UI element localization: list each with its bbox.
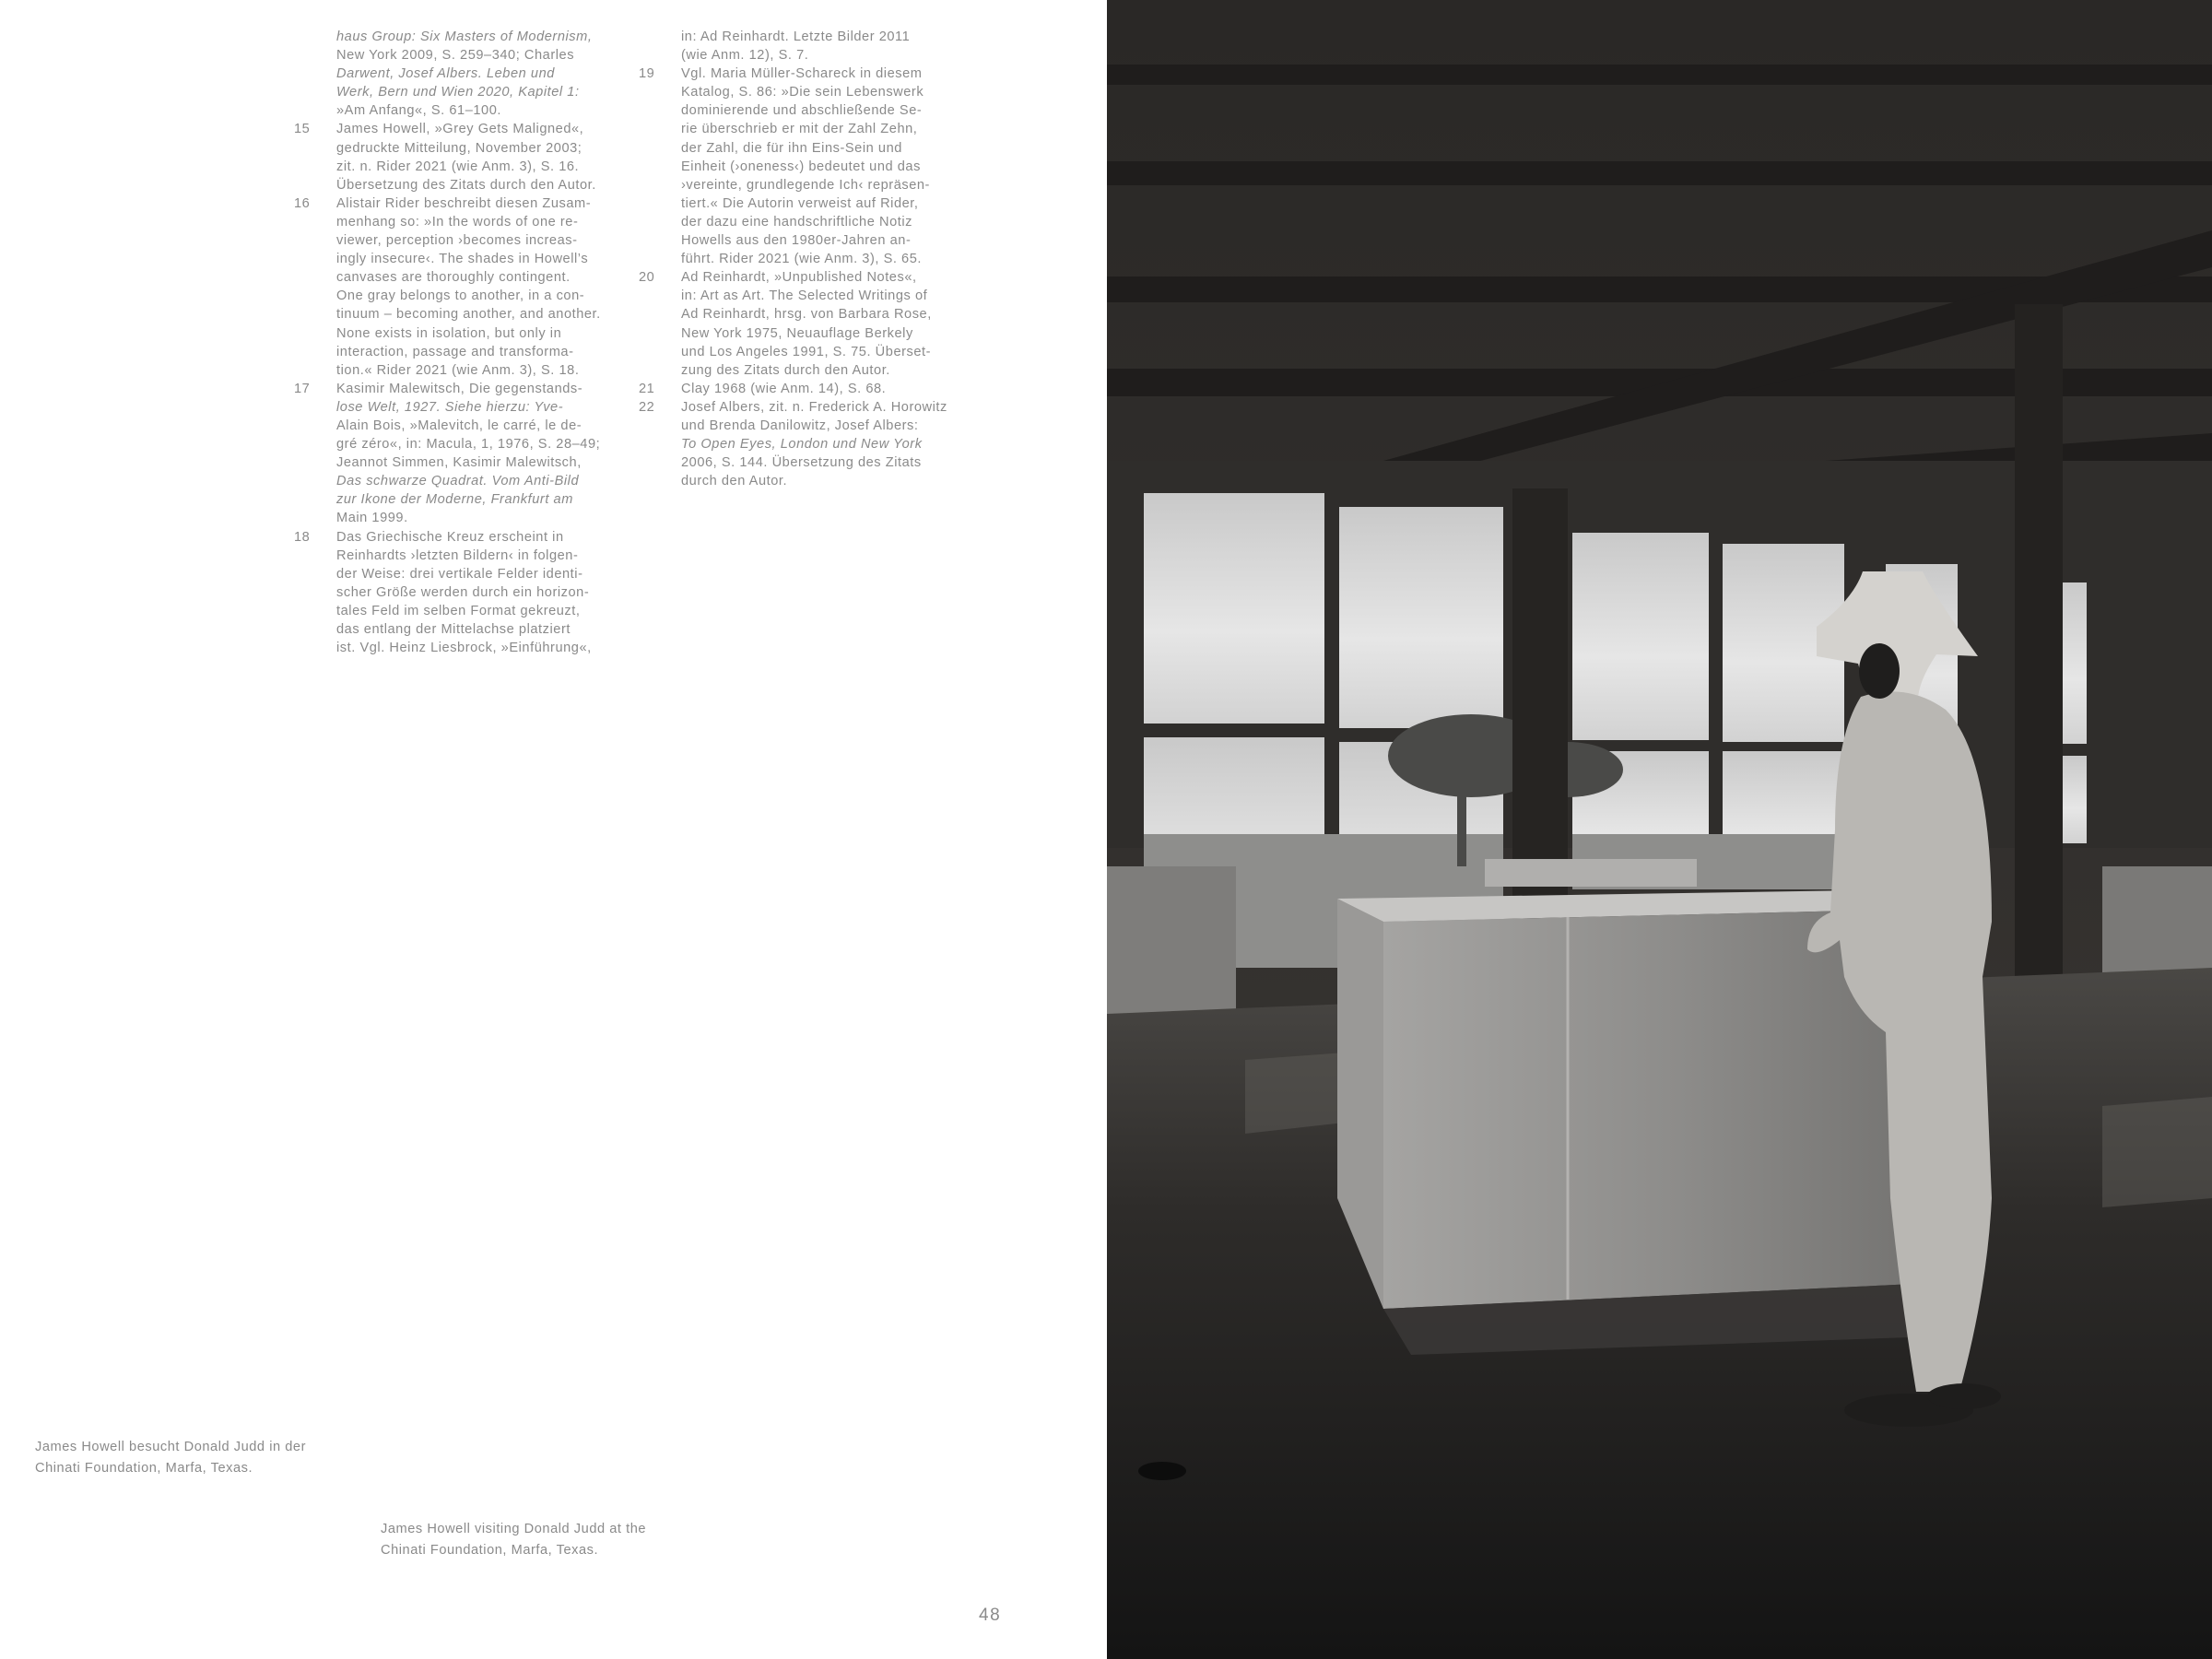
endnote-number: 15 bbox=[294, 122, 311, 137]
photo-caption-english bbox=[381, 1519, 694, 1561]
caption-line: James Howell besucht Donald Judd in der bbox=[35, 1440, 307, 1454]
endnote-line: das entlang der Mittelachse platziert bbox=[336, 622, 571, 637]
endnote-line: der Zahl, die für ihn Eins-Sein und bbox=[681, 140, 902, 156]
endnote-line: in: Art as Art. The Selected Writings of bbox=[681, 288, 928, 304]
endnote-line: James Howell, »Grey Gets Maligned«, bbox=[336, 122, 584, 137]
endnote-line: gré zéro«, in: Macula, 1, 1976, S. 28–49; bbox=[336, 437, 601, 453]
endnote-line: To Open Eyes, London und New York bbox=[681, 437, 923, 453]
endnote-line: gedruckte Mitteilung, November 2003; bbox=[336, 140, 582, 156]
endnote-text bbox=[681, 380, 1006, 398]
endnote-line: Clay 1968 (wie Anm. 14), S. 68. bbox=[681, 381, 887, 396]
photograph-howell-at-chinati bbox=[1107, 0, 2212, 1659]
endnote bbox=[294, 194, 661, 380]
endnote bbox=[639, 398, 1006, 490]
endnote-line: und Los Angeles 1991, S. 75. Überset- bbox=[681, 344, 932, 359]
endnote-line: Main 1999. bbox=[336, 511, 408, 526]
endnote-text bbox=[681, 268, 1006, 380]
endnote-line: Reinhardts ›letzten Bildern‹ in folgen- bbox=[336, 547, 579, 563]
endnote-line: ›vereinte, grundlegende Ich‹ repräsen- bbox=[681, 177, 930, 193]
endnote-line: Jeannot Simmen, Kasimir Malewitsch, bbox=[336, 455, 582, 471]
endnote-line: der dazu eine handschriftliche Notiz bbox=[681, 214, 912, 229]
endnote-line: »Am Anfang«, S. 61–100. bbox=[336, 103, 501, 119]
page-number: 48 bbox=[979, 1606, 1002, 1625]
endnote-line: Josef Albers, zit. n. Frederick A. Horowitz bbox=[681, 399, 947, 415]
endnote bbox=[294, 528, 661, 658]
endnote-line: Übersetzung des Zitats durch den Autor. bbox=[336, 177, 596, 193]
endnote-number: 21 bbox=[639, 381, 655, 396]
endnote-number: 16 bbox=[294, 195, 311, 211]
endnote-text bbox=[681, 398, 1006, 490]
endnote-text bbox=[681, 65, 1006, 268]
endnote bbox=[639, 65, 1006, 268]
endnote-line: durch den Autor. bbox=[681, 474, 788, 489]
photo-caption-german bbox=[35, 1437, 348, 1479]
endnote-line: und Brenda Danilowitz, Josef Albers: bbox=[681, 418, 919, 433]
endnote-line: (wie Anm. 12), S. 7. bbox=[681, 48, 809, 64]
endnote-text bbox=[336, 120, 661, 194]
endnote-line: One gray belongs to another, in a con- bbox=[336, 288, 585, 304]
photo-scene bbox=[1107, 0, 2212, 1659]
endnote-line: ist. Vgl. Heinz Liesbrock, »Einführung«, bbox=[336, 641, 592, 656]
endnote-line: zur Ikone der Moderne, Frankfurt am bbox=[336, 492, 573, 508]
endnote bbox=[294, 120, 661, 194]
endnote-text bbox=[336, 380, 661, 528]
endnote-line: tales Feld im selben Format gekreuzt, bbox=[336, 603, 581, 618]
endnote-line: haus Group: Six Masters of Modernism, bbox=[336, 29, 593, 44]
endnote-number: 19 bbox=[639, 66, 655, 82]
endnote-line: Alain Bois, »Malevitch, le carré, le de- bbox=[336, 418, 582, 433]
endnote-line: Ad Reinhardt, hrsg. von Barbara Rose, bbox=[681, 307, 932, 323]
endnote-line: viewer, perception ›becomes increas- bbox=[336, 233, 578, 249]
endnote-line: Alistair Rider beschreibt diesen Zusam- bbox=[336, 195, 592, 211]
endnote-line: interaction, passage and transforma- bbox=[336, 344, 574, 359]
endnote-line: Das Griechische Kreuz erscheint in bbox=[336, 529, 564, 545]
endnote-line: Das schwarze Quadrat. Vom Anti-Bild bbox=[336, 474, 580, 489]
endnote-line: ingly insecure‹. The shades in Howell’s bbox=[336, 252, 589, 267]
endnote bbox=[681, 28, 1006, 65]
endnote-text bbox=[336, 194, 661, 380]
caption-line: Chinati Foundation, Marfa, Texas. bbox=[381, 1543, 599, 1558]
endnote-line: New York 1975, Neuauflage Berkely bbox=[681, 325, 913, 341]
endnote-line: Katalog, S. 86: »Die sein Lebenswerk bbox=[681, 85, 924, 100]
endnote-line: Darwent, Josef Albers. Leben und bbox=[336, 66, 555, 82]
caption-line: Chinati Foundation, Marfa, Texas. bbox=[35, 1461, 253, 1476]
endnote-line: New York 2009, S. 259–340; Charles bbox=[336, 48, 575, 64]
endnote-line: Werk, Bern und Wien 2020, Kapitel 1: bbox=[336, 85, 580, 100]
endnote-line: menhang so: »In the words of one re- bbox=[336, 214, 579, 229]
endnote-line: 2006, S. 144. Übersetzung des Zitats bbox=[681, 455, 922, 471]
endnote-number: 17 bbox=[294, 381, 311, 396]
endnote-line: dominierende und abschließende Se- bbox=[681, 103, 923, 119]
endnote-number: 22 bbox=[639, 399, 655, 415]
endnote-line: Howells aus den 1980er-Jahren an- bbox=[681, 233, 912, 249]
endnote-line: Vgl. Maria Müller-Schareck in diesem bbox=[681, 66, 923, 82]
caption-line: James Howell visiting Donald Judd at the bbox=[381, 1522, 647, 1536]
endnote-line: None exists in isolation, but only in bbox=[336, 325, 562, 341]
endnote-line: führt. Rider 2021 (wie Anm. 3), S. 65. bbox=[681, 252, 922, 267]
endnote bbox=[336, 28, 661, 120]
endnote-line: tiert.« Die Autorin verweist auf Rider, bbox=[681, 195, 919, 211]
endnote-number: 18 bbox=[294, 529, 311, 545]
endnote-line: in: Ad Reinhardt. Letzte Bilder 2011 bbox=[681, 29, 911, 44]
endnote-line: scher Größe werden durch ein horizon- bbox=[336, 584, 590, 600]
endnote-line: Kasimir Malewitsch, Die gegenstands- bbox=[336, 381, 583, 396]
endnotes-column-1 bbox=[294, 28, 661, 657]
endnote-line: lose Welt, 1927. Siehe hierzu: Yve- bbox=[336, 399, 564, 415]
endnote-line: zit. n. Rider 2021 (wie Anm. 3), S. 16. bbox=[336, 159, 580, 174]
endnote bbox=[294, 380, 661, 528]
endnote-line: tinuum – becoming another, and another. bbox=[336, 307, 601, 323]
endnote bbox=[639, 380, 1006, 398]
endnote-line: tion.« Rider 2021 (wie Anm. 3), S. 18. bbox=[336, 362, 580, 378]
endnote-text bbox=[336, 28, 661, 120]
endnote-text bbox=[336, 528, 661, 658]
endnotes-column-2 bbox=[639, 28, 1006, 490]
endnote-line: der Weise: drei vertikale Felder identi- bbox=[336, 566, 583, 582]
endnote bbox=[639, 268, 1006, 380]
endnote-line: rie überschrieb er mit der Zahl Zehn, bbox=[681, 122, 918, 137]
endnote-line: zung des Zitats durch den Autor. bbox=[681, 362, 890, 378]
endnote-line: canvases are thoroughly contingent. bbox=[336, 270, 571, 286]
endnote-text bbox=[681, 28, 1006, 65]
endnote-line: Ad Reinhardt, »Unpublished Notes«, bbox=[681, 270, 917, 286]
endnote-number: 20 bbox=[639, 270, 655, 286]
endnote-line: Einheit (›oneness‹) bedeutet und das bbox=[681, 159, 921, 174]
